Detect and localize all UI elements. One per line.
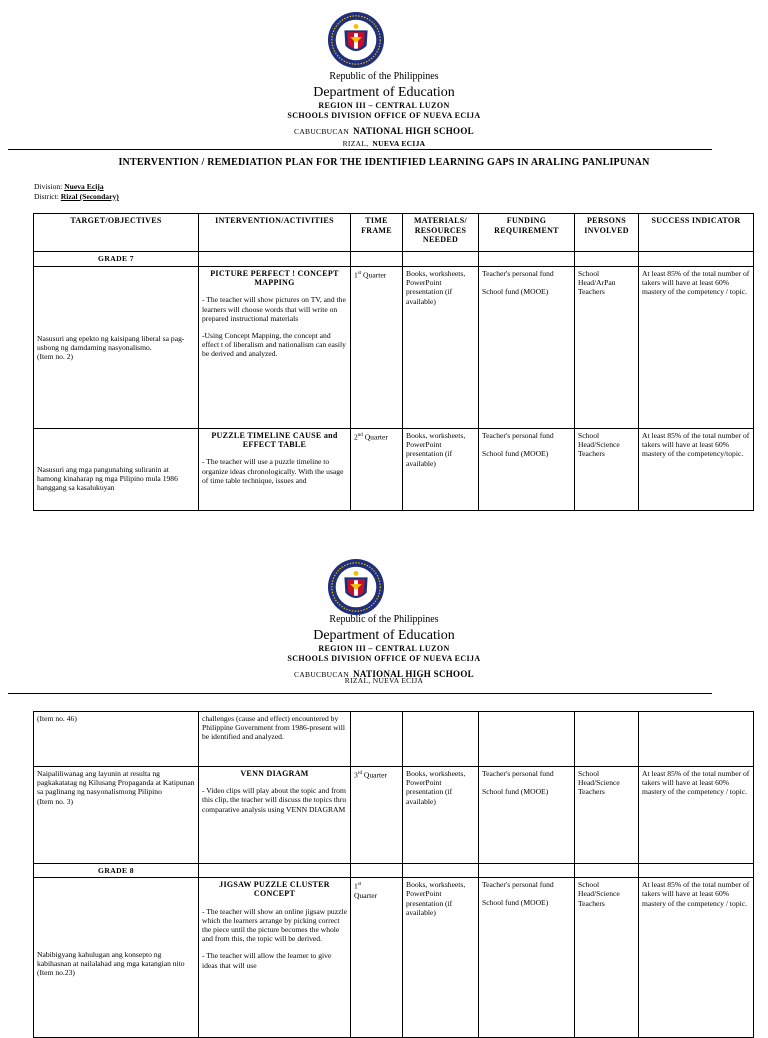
- activity-cell: [199, 878, 351, 1038]
- school-name: NATIONAL HIGH SCHOOL: [353, 126, 474, 136]
- col-header-time-frame: TIME FRAME: [351, 214, 403, 252]
- funding-cell: Teacher's personal fund School fund (MOOE): [479, 878, 575, 1038]
- activity-title: VENN DIAGRAM: [240, 769, 309, 778]
- table-row: [34, 267, 754, 429]
- activity-text: - The teacher will show an online jigsaw puzzle which the learners arrange by picking correct the piece until the picture becomes the whole and from this, the topic will be derived.: [202, 906, 347, 944]
- activity-text: - The teacher will use a puzzle timeline to organize ideas chronologically. With the usage of time table technique, issues and: [202, 457, 344, 485]
- activity-text: - Video clips will play about the topic and from this clip, the teacher will discuss the topics thru comparative analysis using VENN DIAGRAM: [202, 786, 347, 814]
- indicator-cell: At least 85% of the total number of takers will have at least 60% mastery of the competency/topic.: [639, 429, 754, 511]
- activity-cell: [199, 767, 351, 864]
- activity-title: JIGSAW PUZZLE CLUSTER CONCEPT: [219, 880, 330, 899]
- division-label: Division:: [34, 182, 63, 191]
- plan-table-page-1: [33, 213, 754, 511]
- grade-row: [34, 252, 754, 267]
- header-department: Department of Education: [313, 628, 455, 643]
- objective-text: Naipaliliwanag ang layunin at resulta ng pagkakatatag ng Kilusang Propaganda at Katipunan sa paglinang ng nasyonalismong Pilipino: [37, 769, 195, 797]
- header-department: Department of Education: [313, 85, 455, 100]
- header-division-office: SCHOOLS DIVISION OFFICE OF NUEVA ECIJA: [287, 654, 481, 663]
- indicator-cell: At least 85% of the total number of takers will have at least 60% mastery of the competency / topic.: [639, 767, 754, 864]
- division-line: [34, 182, 104, 192]
- persons-cell: School Head/Science Teachers: [575, 429, 639, 511]
- objective-text: Nasusuri ang mga pangunahing suliranin at hamong kinaharap ng mga Pilipino mula 1986 hanggang sa kasalukuyan: [37, 464, 178, 493]
- table-row: [34, 429, 754, 511]
- header-region: REGION III – CENTRAL LUZON: [318, 101, 450, 110]
- header-divider: [8, 693, 712, 694]
- col-header-persons: PERSONS INVOLVED: [575, 214, 639, 252]
- table-row: [34, 712, 754, 767]
- table-header-row: [34, 214, 754, 252]
- header-region: REGION III – CENTRAL LUZON: [318, 644, 450, 653]
- objective-cell: [34, 767, 199, 864]
- activity-cell: [199, 267, 351, 429]
- header-divider: [8, 149, 712, 150]
- time-frame-cell: 1st Quarter: [351, 878, 403, 1038]
- district-label: District:: [34, 192, 59, 201]
- header-republic: Republic of the Philippines: [329, 614, 439, 625]
- district-value: Rizal (Secondary): [60, 192, 119, 201]
- materials-cell: Books, worksheets, PowerPoint presentation (if available): [403, 429, 479, 511]
- activity-text: challenges (cause and effect) encountered by Philippine Government from 1986-present will be identified and analyzed.: [202, 714, 345, 742]
- activity-title: PUZZLE TIMELINE CAUSE and EFFECT TABLE: [211, 431, 338, 450]
- header-town: RIZAL, NUEVA ECIJA: [344, 676, 424, 685]
- col-header-activities: INTERVENTION/ACTIVITIES: [199, 214, 351, 252]
- objective-cell: [34, 267, 199, 429]
- objective-cell: [34, 429, 199, 511]
- col-header-funding: FUNDING REQUIREMENT: [479, 214, 575, 252]
- activity-cell: [199, 429, 351, 511]
- indicator-cell: At least 85% of the total number of takers will have at least 60% mastery of the competency / topic.: [639, 267, 754, 429]
- activity-text: -Using Concept Mapping, the concept and effect t of liberalism and nationalism can easily be derived and analyzed.: [202, 331, 346, 359]
- header-division-office: SCHOOLS DIVISION OFFICE OF NUEVA ECIJA: [287, 111, 481, 120]
- persons-cell: School Head/Science Teachers: [575, 767, 639, 864]
- objective-cell: [34, 878, 199, 1038]
- activity-text: - The teacher will allow the learner to give ideas that will use: [202, 951, 332, 970]
- activity-cell: [199, 712, 351, 767]
- persons-cell: School Head/Science Teachers: [575, 878, 639, 1038]
- col-header-objectives: TARGET/OBJECTIVES: [34, 214, 199, 252]
- objective-text: Nasusuri ang epekto ng kaisipang liberal sa pag-usbong ng damdaming nasyonalismo.: [37, 333, 185, 352]
- time-frame-cell: 3rd Quarter: [351, 767, 403, 864]
- activity-title: PICTURE PERFECT ! CONCEPT MAPPING: [210, 269, 339, 288]
- header-town: [0, 134, 768, 150]
- objective-text: Nabibigyang kahulugan ang konsepto ng kabihasnan at nailalahad ang mga katangian nito: [37, 949, 185, 969]
- school-prefix: CABUCBUCAN: [294, 127, 350, 136]
- grade-label: GRADE 8: [34, 864, 199, 878]
- materials-cell: Books, worksheets, PowerPoint presentation (if available): [403, 878, 479, 1038]
- table-row: [34, 878, 754, 1038]
- materials-cell: Books, worksheets, PowerPoint presentation (if available): [403, 767, 479, 864]
- materials-cell: Books, worksheets, PowerPoint presentation (if available): [403, 267, 479, 429]
- activity-text: - The teacher will show pictures on TV, and the learners will choose words that will write on prepared instructional materials: [202, 295, 346, 323]
- funding-cell: Teacher's personal fund School fund (MOOE): [479, 767, 575, 864]
- deped-seal-icon: [327, 558, 385, 616]
- table-row: [34, 767, 754, 864]
- objective-cell: [34, 712, 199, 767]
- time-frame-cell: 2nd Quarter: [351, 429, 403, 511]
- document-page-1: [0, 0, 768, 512]
- school-name: NATIONAL HIGH SCHOOL: [353, 669, 474, 679]
- grade-label: GRADE 7: [34, 252, 199, 267]
- col-header-materials: MATERIALS/ RESOURCES NEEDED: [403, 214, 479, 252]
- col-header-indicator: SUCCESS INDICATOR: [639, 214, 754, 252]
- plan-title: INTERVENTION / REMEDIATION PLAN FOR THE IDENTIFIED LEARNING GAPS IN ARALING PANLIPUNAN: [118, 157, 650, 168]
- town-prefix: RIZAL,: [342, 139, 369, 148]
- school-prefix: CABUCBUCAN: [294, 670, 350, 679]
- district-line: [34, 192, 119, 202]
- indicator-cell: At least 85% of the total number of takers will have at least 60% mastery of the competency / topic.: [639, 878, 754, 1038]
- item-number: (Item no. 2): [37, 352, 74, 362]
- item-number: (Item no.23): [37, 968, 75, 978]
- town-province: NUEVA ECIJA: [372, 139, 426, 148]
- funding-cell: Teacher's personal fund School fund (MOOE): [479, 267, 575, 429]
- grade-row: [34, 864, 754, 878]
- plan-table-page-2: [33, 711, 754, 1038]
- header-republic: Republic of the Philippines: [329, 71, 439, 82]
- time-frame-cell: 1st Quarter: [351, 267, 403, 429]
- division-value: Nueva Ecija: [64, 182, 104, 191]
- item-number: (Item no. 46): [37, 714, 77, 723]
- item-number: (Item no. 3): [37, 796, 74, 806]
- deped-seal-icon: [327, 11, 385, 69]
- persons-cell: School Head/ArPan Teachers: [575, 267, 639, 429]
- document-page-2: [0, 545, 768, 1024]
- funding-cell: Teacher's personal fund School fund (MOOE): [479, 429, 575, 511]
